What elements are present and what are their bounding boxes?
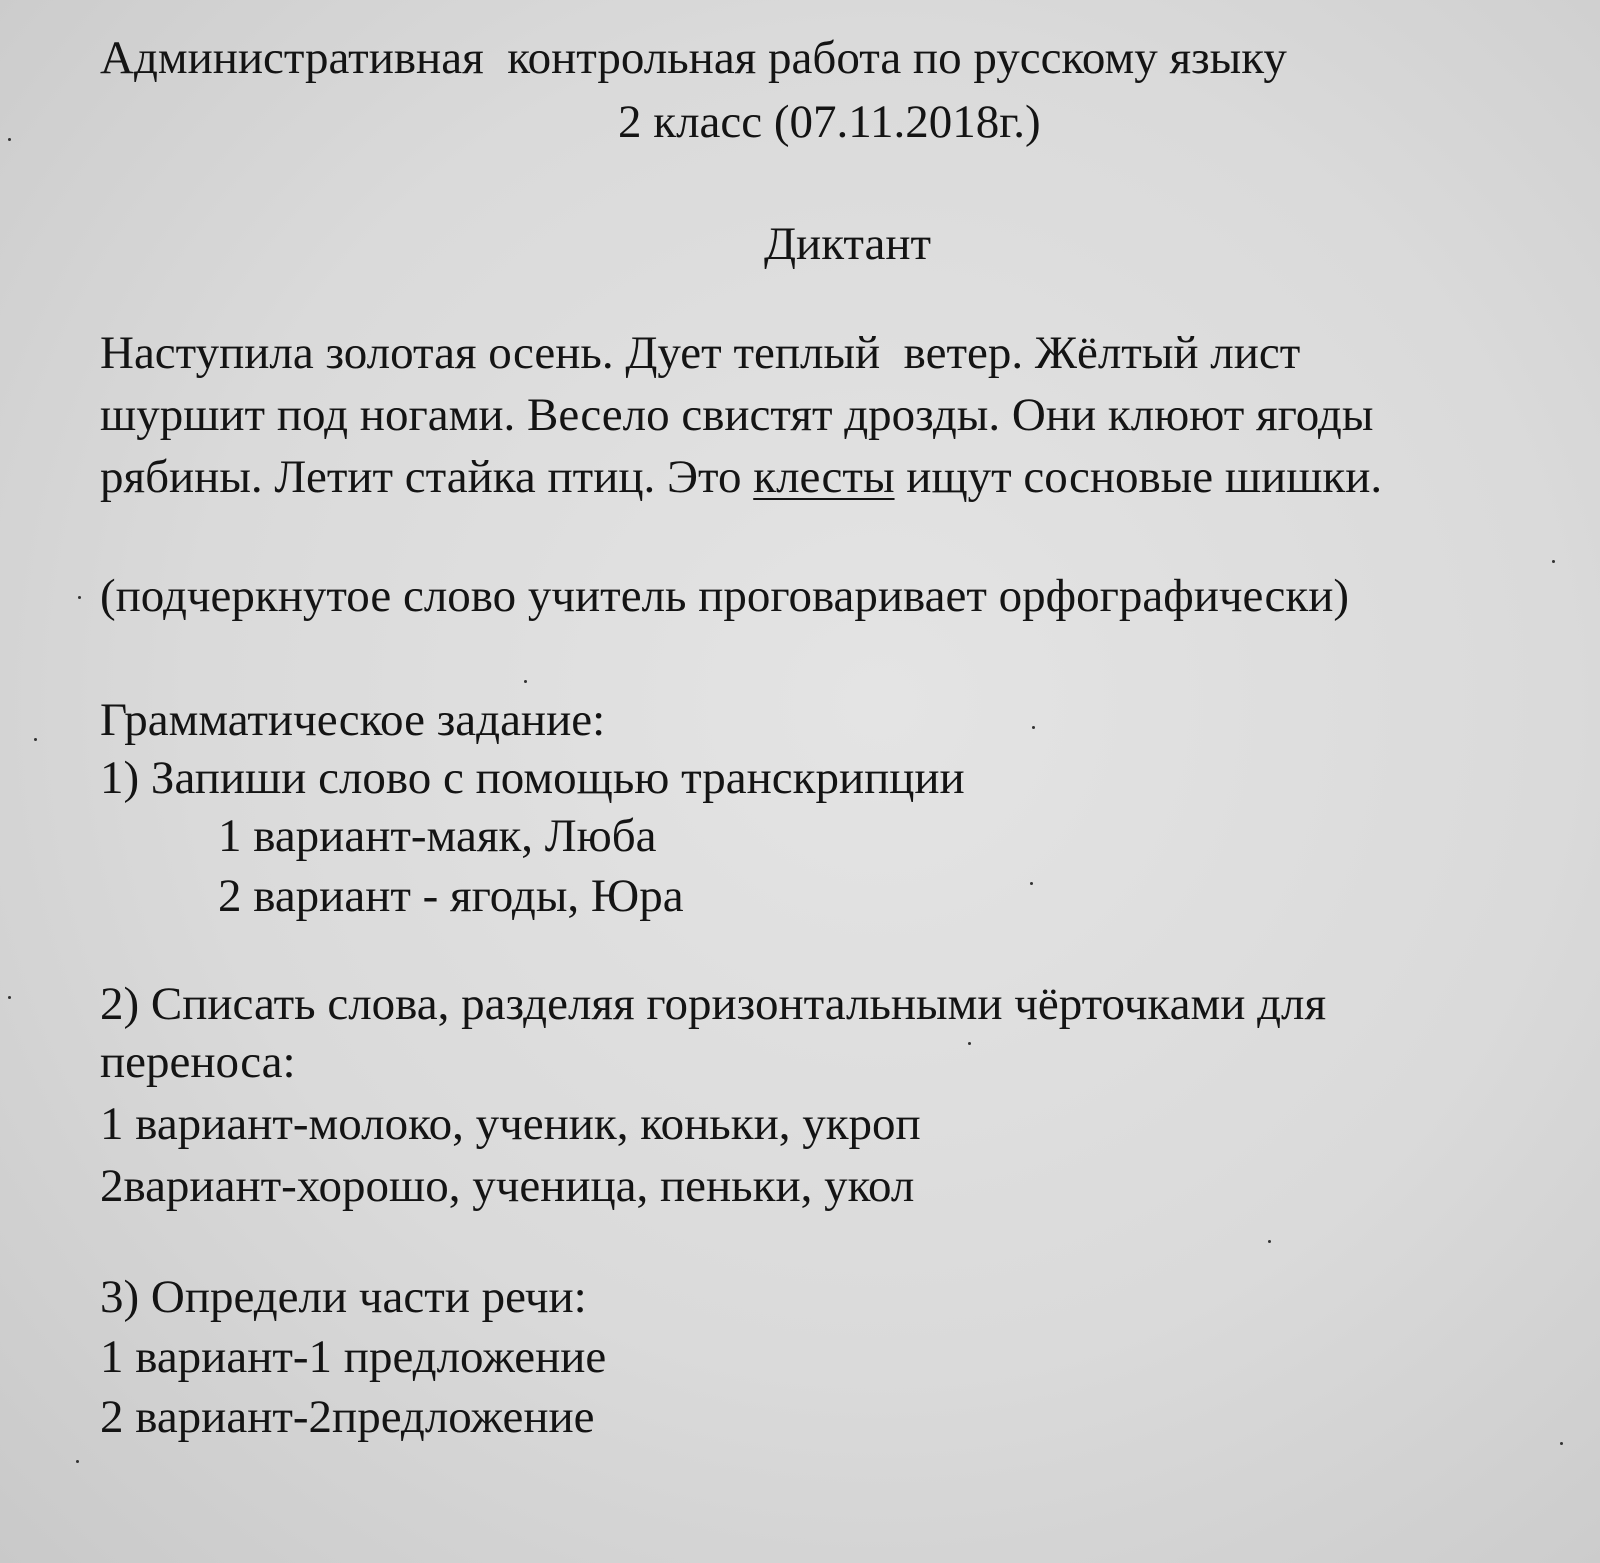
paper-speck — [34, 738, 37, 741]
paper-speck — [968, 1042, 971, 1045]
grammar-heading: Грамматическое задание: — [100, 694, 606, 746]
paper-speck — [1030, 882, 1033, 885]
task-3-variant-2: 2 вариант-2предложение — [100, 1391, 595, 1443]
document-title: Административная контрольная работа по русскому языку — [100, 32, 1287, 84]
dictation-line-3 — [100, 447, 1382, 507]
paper-speck — [1032, 726, 1035, 729]
dictation-heading: Диктант — [764, 218, 932, 270]
dictation-line-3-end: ищут сосновые шишки. — [894, 451, 1383, 503]
paper-speck — [8, 138, 11, 141]
teacher-note: (подчеркнутое слово учитель проговаривает орфографически) — [100, 570, 1350, 622]
task-1-variant-1: 1 вариант-маяк, Люба — [218, 810, 657, 862]
task-2-variant-2: 2вариант-хорошо, ученица, пеньки, укол — [100, 1160, 915, 1212]
paper-speck — [524, 680, 527, 683]
task-1-variant-2: 2 вариант - ягоды, Юра — [218, 870, 684, 922]
task-3-variant-1: 1 вариант-1 предложение — [100, 1331, 607, 1383]
paper-speck — [78, 596, 81, 599]
task-2-text-line-1: 2) Списать слова, разделяя горизонтальными чёрточками для — [100, 978, 1327, 1030]
document-subtitle: 2 класс (07.11.2018г.) — [618, 96, 1041, 148]
paper-speck — [8, 996, 11, 999]
dictation-line-1: Наступила золотая осень. Дует теплый ветер. Жёлтый лист — [100, 327, 1301, 379]
task-3-text: 3) Определи части речи: — [100, 1271, 587, 1323]
task-1-text: 1) Запиши слово с помощью транскрипции — [100, 752, 965, 804]
task-2-text-line-2: переноса: — [100, 1036, 296, 1088]
paper-speck — [76, 1460, 79, 1463]
dictation-line-3-start: рябины. Летит стайка птиц. Это — [100, 451, 754, 503]
paper-speck — [1552, 560, 1555, 563]
task-2-variant-1: 1 вариант-молоко, ученик, коньки, укроп — [100, 1098, 921, 1150]
underlined-word: клесты — [753, 451, 895, 503]
dictation-line-2: шуршит под ногами. Весело свистят дрозды. Они клюют ягоды — [100, 389, 1374, 441]
paper-speck — [1268, 1240, 1271, 1243]
paper-speck — [1560, 1442, 1563, 1445]
